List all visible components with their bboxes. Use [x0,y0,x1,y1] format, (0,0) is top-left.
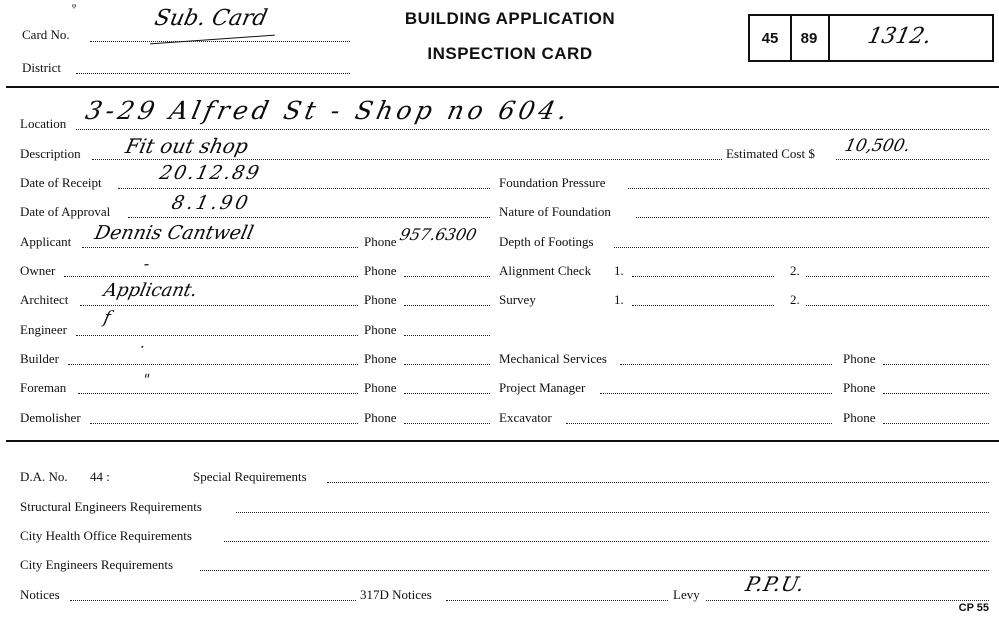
project-manager-label: Project Manager [499,380,586,395]
reference-box [748,14,994,62]
foundation-pressure-line [628,188,989,189]
depth-footings-label: Depth of Footings [499,234,594,249]
engineer-value: f [101,308,113,328]
nature-foundation-label: Nature of Foundation [499,204,611,219]
mechanical-phone-line [883,364,989,365]
structural-requirements-label: Structural Engineers Requirements [20,499,202,514]
alignment-num-1: 1. [614,263,624,278]
project-manager-phone-label: Phone [843,380,876,395]
survey-line-1 [632,305,774,306]
date-approval-line [128,217,490,218]
builder-phone-line [404,364,490,365]
architect-label: Architect [20,292,69,307]
location-value: 3-29 Alfred St - Shop no 604. [82,96,574,125]
alignment-check-label: Alignment Check [499,263,592,278]
location-label: Location [20,116,67,131]
header-divider [6,86,999,88]
mechanical-label: Mechanical Services [499,351,607,366]
applicant-phone-value: 957.6300 [397,225,479,244]
excavator-phone-line [883,423,989,424]
location-line [76,129,989,130]
survey-num-1: 1. [614,292,624,307]
excavator-phone-label: Phone [843,410,876,425]
special-requirements-label: Special Requirements [193,469,307,484]
engineer-phone-line [404,335,490,336]
demolisher-phone-label: Phone [364,410,397,425]
card-no-label: Card No. [22,27,70,42]
engineer-label: Engineer [20,322,67,337]
demolisher-phone-line [404,423,490,424]
builder-phone-label: Phone [364,351,397,366]
description-label: Description [20,146,81,161]
alignment-num-2: 2. [790,263,800,278]
excavator-label: Excavator [499,410,552,425]
builder-label: Builder [20,351,59,366]
ref-cell-c: 1312. [865,24,934,49]
notices-label: Notices [20,587,60,602]
notices-317d-label: 317D Notices [360,587,432,602]
card-no-line [90,41,350,42]
builder-line [68,364,358,365]
demolisher-line [90,423,358,424]
alignment-line-2 [806,276,989,277]
nature-foundation-line [636,217,989,218]
estimated-cost-line [836,159,989,160]
levy-label: Levy [673,587,700,602]
title-line-1: BUILDING APPLICATION [404,9,616,28]
notices-line [70,600,356,601]
date-receipt-label: Date of Receipt [20,175,102,190]
health-requirements-label: City Health Office Requirements [20,528,192,543]
form-code: CP 55 [958,602,989,614]
architect-value: Applicant. [101,280,200,301]
foreman-line [78,393,358,394]
da-no-value: 44 : [90,469,110,484]
date-approval-value: 8.1.90 [169,192,253,214]
survey-line-2 [806,305,989,306]
excavator-line [566,423,832,424]
engineer-line [76,335,358,336]
survey-num-2: 2. [790,292,800,307]
mechanical-phone-label: Phone [843,351,876,366]
notices-317d-line [446,600,668,601]
owner-value: - [141,254,152,273]
ref-cell-b: 89 [790,16,830,60]
foreman-phone-label: Phone [364,380,397,395]
foundation-pressure-label: Foundation Pressure [499,175,606,190]
levy-line [706,600,989,601]
foreman-phone-line [404,393,490,394]
district-label: District [22,60,61,75]
project-manager-line [600,393,832,394]
date-receipt-line [118,188,490,189]
owner-line [64,276,358,277]
owner-phone-line [404,276,490,277]
estimated-cost-label: Estimated Cost $ [726,146,815,161]
structural-requirements-line [236,512,989,513]
alignment-line-1 [632,276,774,277]
owner-label: Owner [20,263,56,278]
middle-divider [6,440,999,442]
project-manager-phone-line [883,393,989,394]
card-no-underline [150,35,275,45]
corner-mark: ᵠ [72,0,77,14]
architect-phone-line [404,305,490,306]
city-eng-requirements-label: City Engineers Requirements [20,557,174,572]
applicant-value: Dennis Cantwell [92,222,256,244]
date-receipt-value: 20.12.89 [157,162,263,184]
description-line [92,159,722,160]
description-value: Fit out shop [123,134,251,158]
architect-phone-label: Phone [364,292,397,307]
architect-line [80,305,358,306]
builder-value: · [138,338,147,356]
demolisher-label: Demolisher [20,410,81,425]
da-no-label: D.A. No. [20,469,68,484]
estimated-cost-value: 10,500. [842,136,913,156]
depth-footings-line [614,247,989,248]
mechanical-line [620,364,832,365]
owner-phone-label: Phone [364,263,397,278]
applicant-label: Applicant [20,234,72,249]
title-line-2: INSPECTION CARD [427,44,593,63]
applicant-phone-label: Phone [364,234,397,249]
date-approval-label: Date of Approval [20,204,111,219]
ref-cell-a: 45 [750,16,792,60]
engineer-phone-label: Phone [364,322,397,337]
foreman-value: " [141,372,152,388]
health-requirements-line [224,541,989,542]
card-no-value: Sub. Card [152,6,270,31]
applicant-line [82,247,358,248]
levy-value: P.P.U. [743,572,808,596]
district-line [76,73,350,74]
foreman-label: Foreman [20,380,67,395]
city-eng-requirements-line [200,570,989,571]
special-requirements-line [327,482,989,483]
survey-label: Survey [499,292,536,307]
